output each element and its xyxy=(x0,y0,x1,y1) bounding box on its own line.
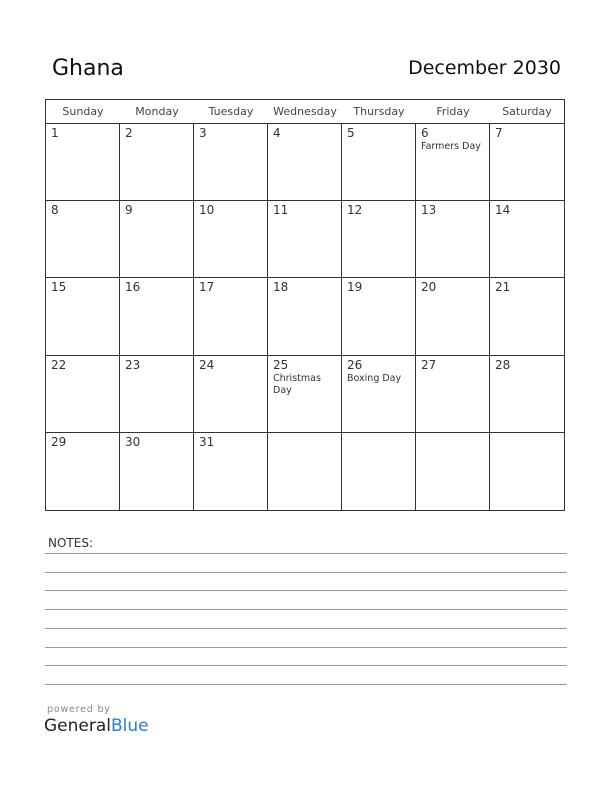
day-number: 27 xyxy=(421,357,437,372)
day-number: 10 xyxy=(199,203,215,218)
day-number: 15 xyxy=(51,280,67,295)
day-cell xyxy=(490,124,564,201)
day-number: 23 xyxy=(125,357,141,372)
day-cell xyxy=(46,124,120,201)
note-line xyxy=(45,553,567,554)
day-cell xyxy=(490,278,564,355)
day-cell xyxy=(194,433,268,510)
day-number: 22 xyxy=(51,357,67,372)
day-number: 9 xyxy=(125,203,133,218)
day-number: 4 xyxy=(273,126,281,140)
day-cell xyxy=(416,433,490,510)
day-cell xyxy=(46,201,120,278)
powered-by-text: powered by xyxy=(47,704,111,715)
day-number: 17 xyxy=(199,280,215,295)
day-cell xyxy=(342,433,416,510)
day-cell xyxy=(194,124,268,201)
day-cell xyxy=(342,278,416,355)
day-number: 18 xyxy=(273,280,289,295)
day-cell xyxy=(342,124,416,201)
weekday-header-saturday: Saturday xyxy=(490,100,564,124)
generalblue-logo xyxy=(44,716,149,736)
day-cell xyxy=(46,356,120,433)
day-cell xyxy=(416,278,490,355)
day-cell xyxy=(120,278,194,355)
day-number: 19 xyxy=(347,280,363,295)
note-line xyxy=(45,647,567,648)
day-cell xyxy=(268,356,342,433)
day-cell xyxy=(194,278,268,355)
day-cell xyxy=(490,356,564,433)
note-line xyxy=(45,609,567,610)
day-cell xyxy=(490,433,564,510)
weekday-header-monday: Monday xyxy=(120,100,194,124)
day-number: 8 xyxy=(51,203,59,218)
day-number: 2 xyxy=(125,126,133,140)
weekday-header-thursday: Thursday xyxy=(342,100,416,124)
day-cell xyxy=(46,433,120,510)
day-cell xyxy=(490,201,564,278)
note-line xyxy=(45,665,567,666)
holiday-label: Christmas Day xyxy=(273,372,321,396)
day-number: 1 xyxy=(51,126,59,140)
day-number: 28 xyxy=(495,357,511,372)
brand-general: General xyxy=(44,716,111,736)
weekday-header-wednesday: Wednesday xyxy=(268,100,342,124)
country-title: Ghana xyxy=(52,56,124,81)
day-cell xyxy=(268,201,342,278)
day-cell xyxy=(416,356,490,433)
holiday-label: Farmers Day xyxy=(421,141,481,152)
day-number: 7 xyxy=(495,126,503,140)
brand-blue: Blue xyxy=(111,716,149,736)
day-cell xyxy=(342,201,416,278)
day-number: 30 xyxy=(125,434,141,449)
month-year-title: December 2030 xyxy=(408,57,561,79)
day-cell xyxy=(194,201,268,278)
day-cell xyxy=(416,201,490,278)
day-number: 12 xyxy=(347,203,363,218)
note-line xyxy=(45,590,567,591)
day-number: 31 xyxy=(199,434,215,449)
weekday-header-sunday: Sunday xyxy=(46,100,120,124)
day-number: 24 xyxy=(199,357,215,372)
weekday-header-tuesday: Tuesday xyxy=(194,100,268,124)
day-cell xyxy=(120,124,194,201)
note-line xyxy=(45,628,567,629)
day-number: 6 xyxy=(421,126,429,140)
day-number: 11 xyxy=(273,203,289,218)
holiday-label: Boxing Day xyxy=(347,372,402,384)
day-number: 25 xyxy=(273,357,289,372)
note-line xyxy=(45,684,567,685)
day-cell xyxy=(416,124,490,201)
day-number: 14 xyxy=(495,203,511,218)
notes-label: NOTES: xyxy=(48,536,93,550)
day-number: 13 xyxy=(421,203,437,218)
day-number: 20 xyxy=(421,280,437,295)
day-cell xyxy=(120,433,194,510)
day-cell xyxy=(268,433,342,510)
day-number: 26 xyxy=(347,357,363,372)
calendar-grid xyxy=(45,99,565,511)
day-number: 29 xyxy=(51,434,67,449)
day-cell xyxy=(268,278,342,355)
day-cell xyxy=(46,278,120,355)
weekday-header-friday: Friday xyxy=(416,100,490,124)
day-number: 16 xyxy=(125,280,141,295)
day-cell xyxy=(120,201,194,278)
day-cell xyxy=(268,124,342,201)
day-number: 21 xyxy=(495,280,511,295)
day-number: 5 xyxy=(347,126,355,140)
day-cell xyxy=(194,356,268,433)
day-number: 3 xyxy=(199,126,207,140)
day-cell xyxy=(342,356,416,433)
note-line xyxy=(45,572,567,573)
day-cell xyxy=(120,356,194,433)
